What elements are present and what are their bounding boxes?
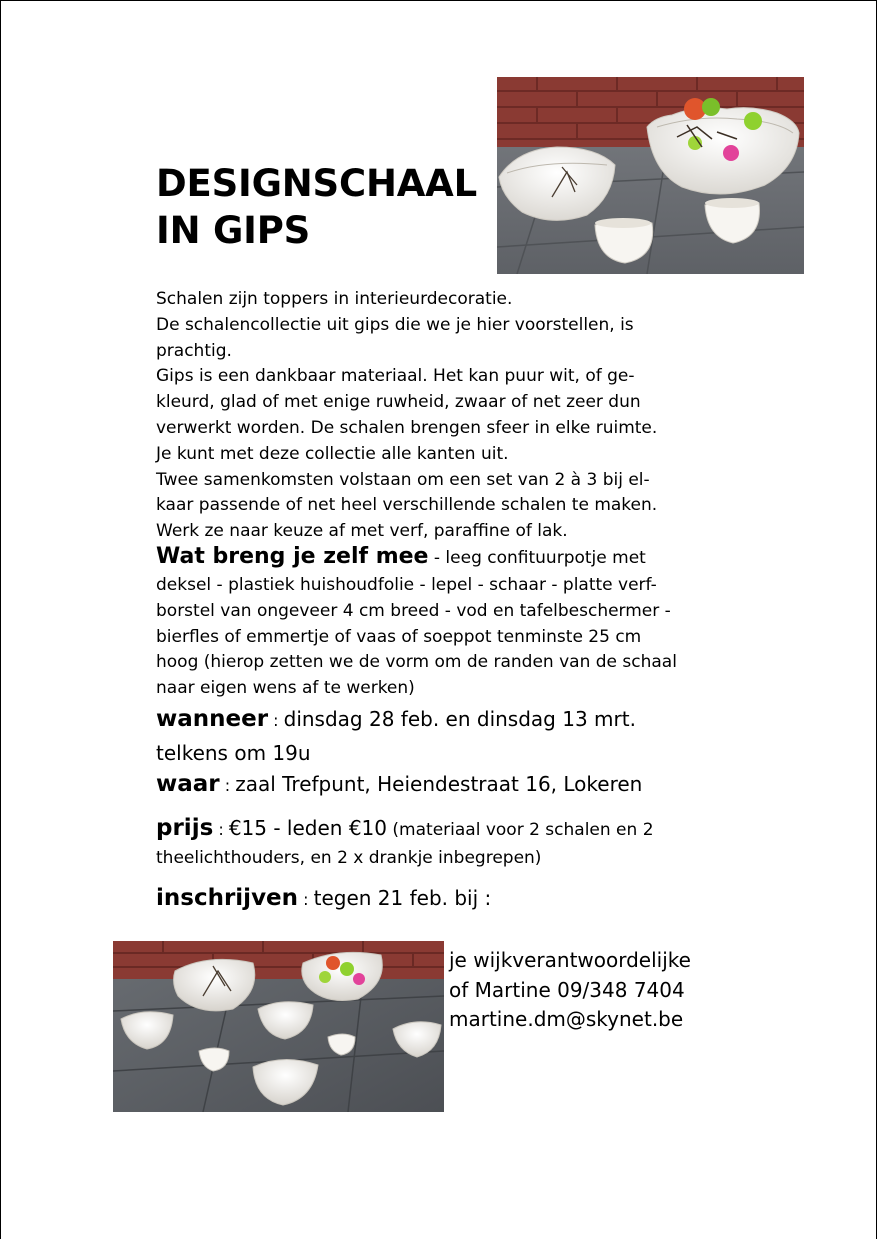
intro-line: kleurd, glad of met enige ruwheid, zwaar of net zeer dun bbox=[156, 392, 641, 413]
contact-phone: of Martine 09/348 7404 bbox=[449, 977, 685, 1002]
page-title bbox=[156, 160, 477, 254]
intro-line: Je kunt met deze collectie alle kanten uit. bbox=[156, 443, 509, 464]
intro-line: Werk ze naar keuze af met verf, paraffine of lak. bbox=[156, 521, 568, 542]
price-value: €15 - leden €10 bbox=[228, 816, 388, 840]
intro-text bbox=[156, 287, 736, 545]
signup-label: inschrijven bbox=[156, 885, 299, 911]
signup-section bbox=[156, 882, 491, 916]
intro-line: Twee samenkomsten volstaan om een set van 2 à 3 bij el- bbox=[156, 469, 650, 490]
when-separator: : bbox=[268, 711, 284, 730]
when-value-2: telkens om 19u bbox=[156, 741, 311, 765]
signup-value: tegen 21 feb. bij : bbox=[313, 886, 492, 910]
bring-line: bierfles of emmertje of vaas of soeppot tenminste 25 cm bbox=[156, 626, 642, 647]
where-label: waar bbox=[156, 771, 220, 797]
when-section bbox=[156, 703, 636, 770]
intro-line: Gips is een dankbaar materiaal. Het kan puur wit, of ge- bbox=[156, 366, 635, 387]
contact-email: martine.dm@skynet.be bbox=[449, 1007, 684, 1031]
where-value: zaal Trefpunt, Heiendestraat 16, Lokeren bbox=[235, 772, 643, 796]
bring-line: hoog (hierop zetten we de vorm om de randen van de schaal bbox=[156, 652, 677, 673]
bring-section bbox=[156, 542, 736, 702]
intro-line: prachtig. bbox=[156, 340, 232, 361]
price-separator: : bbox=[213, 820, 229, 839]
where-separator: : bbox=[219, 776, 236, 795]
bowls-photo-bottom bbox=[113, 941, 444, 1112]
bring-line: deksel - plastiek huishoudfolie - lepel - schaar - platte verf- bbox=[156, 575, 657, 595]
title-line-2: IN GIPS bbox=[156, 209, 311, 252]
price-label: prijs bbox=[156, 815, 214, 841]
bring-line: naar eigen wens af te werken) bbox=[156, 678, 415, 699]
bowls-photo-top bbox=[497, 77, 804, 274]
intro-line: verwerkt worden. De schalen brengen sfeer in elke ruimte. bbox=[156, 417, 658, 438]
intro-line: kaar passende of net heel verschillende schalen te maken. bbox=[156, 495, 658, 516]
contact-line: je wijkverantwoordelijke bbox=[449, 948, 691, 972]
price-note-2: theelichthouders, en 2 x drankje inbegrepen) bbox=[156, 848, 542, 868]
bring-heading: Wat breng je zelf mee bbox=[156, 544, 429, 569]
signup-separator: : bbox=[298, 890, 314, 909]
bring-lead: - leeg confituurpotje met bbox=[428, 548, 646, 568]
intro-line: Schalen zijn toppers in interieurdecoratie. bbox=[156, 289, 513, 309]
bring-line: borstel van ongeveer 4 cm breed - vod en tafelbeschermer - bbox=[156, 600, 671, 621]
title-line-1: DESIGNSCHAAL bbox=[156, 162, 477, 205]
contact-info bbox=[449, 946, 691, 1035]
when-label: wanneer bbox=[156, 706, 269, 732]
intro-line: De schalencollectie uit gips die we je hier voorstellen, is bbox=[156, 314, 634, 335]
price-note: (materiaal voor 2 schalen en 2 bbox=[387, 820, 654, 840]
where-section bbox=[156, 768, 642, 802]
price-section bbox=[156, 813, 654, 871]
when-value: dinsdag 28 feb. en dinsdag 13 mrt. bbox=[283, 707, 636, 731]
